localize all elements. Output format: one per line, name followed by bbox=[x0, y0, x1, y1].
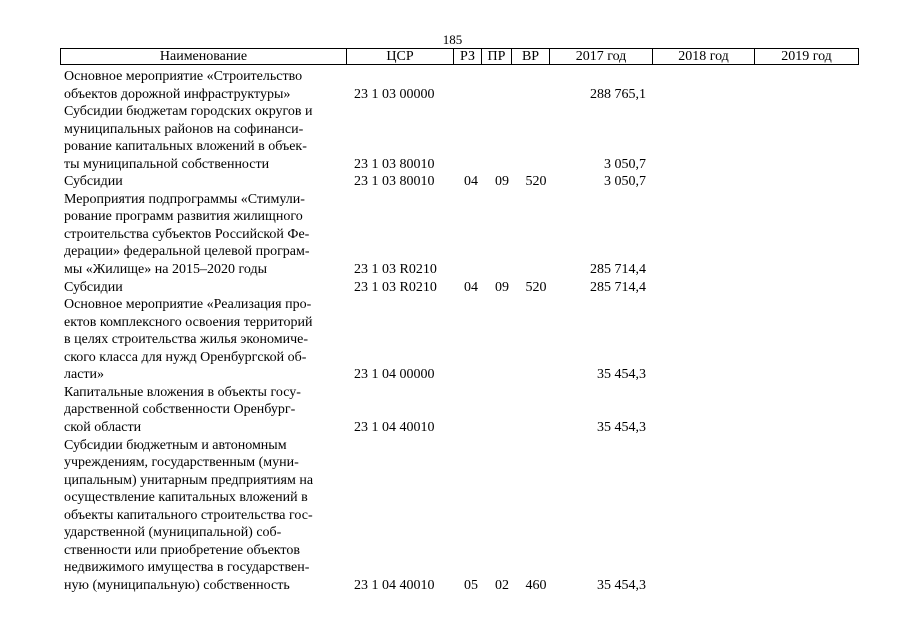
row-name bbox=[64, 384, 344, 437]
row-2017: 35 454,3 bbox=[597, 367, 646, 383]
row-name-line: ского класса для нужд Оренбургской об- bbox=[64, 349, 307, 365]
row-name-line: ципальным) унитарным предприятиям на bbox=[64, 472, 314, 488]
row-name-line: мы «Жилище» на 2015–2020 годы bbox=[64, 262, 267, 278]
row-pr: 09 bbox=[495, 279, 509, 295]
row-name-line: ную (муниципальную) собственность bbox=[64, 577, 290, 593]
row-name-line: рование капитальных вложений в объек- bbox=[64, 139, 307, 155]
row-rz: 04 bbox=[464, 174, 478, 190]
row-name bbox=[64, 296, 344, 384]
table-row bbox=[0, 296, 905, 384]
row-name-line: Субсидии бюджетным и автономным bbox=[64, 437, 287, 453]
row-name-line: Мероприятия подпрограммы «Стимули- bbox=[64, 191, 305, 207]
header-2017: 2017 год bbox=[549, 49, 652, 64]
header-pr: ПР bbox=[481, 49, 511, 64]
table-row bbox=[0, 384, 905, 437]
row-2017: 288 765,1 bbox=[590, 86, 646, 102]
row-name-line: осуществление капитальных вложений в bbox=[64, 490, 308, 506]
table-row bbox=[0, 437, 905, 595]
header-vr: ВР bbox=[511, 49, 549, 64]
header-2019: 2019 год bbox=[754, 49, 858, 64]
row-name-line: Основное мероприятие «Реализация про- bbox=[64, 297, 312, 313]
table-row bbox=[0, 191, 905, 279]
page-number: 185 bbox=[442, 32, 463, 47]
table-header bbox=[60, 48, 859, 65]
row-rz: 04 bbox=[464, 279, 478, 295]
row-2017: 285 714,4 bbox=[590, 279, 646, 295]
row-name bbox=[64, 68, 344, 103]
row-2017: 3 050,7 bbox=[604, 174, 646, 190]
row-name-line: учреждениям, государственным (муни- bbox=[64, 455, 299, 471]
row-name-line: ской области bbox=[64, 419, 142, 435]
table-row bbox=[0, 68, 905, 103]
row-pr: 02 bbox=[495, 577, 509, 593]
row-2017: 285 714,4 bbox=[590, 262, 646, 278]
row-name-line: дарственной собственности Оренбург- bbox=[64, 402, 296, 418]
header-rz: РЗ bbox=[453, 49, 481, 64]
row-name-line: муниципальных районов на софинанси- bbox=[64, 121, 304, 137]
row-name-line: дерации» федеральной целевой програм- bbox=[64, 244, 310, 260]
row-name-line: строительства субъектов Российской Фе- bbox=[64, 226, 310, 242]
row-name-line: ласти» bbox=[64, 367, 105, 383]
header-name: Наименование bbox=[159, 49, 248, 64]
row-name bbox=[64, 437, 344, 595]
row-name-line: недвижимого имущества в государствен- bbox=[64, 560, 310, 576]
table-row bbox=[0, 173, 905, 191]
row-csr: 23 1 03 80010 bbox=[354, 174, 435, 190]
row-name-line: объектов дорожной инфраструктуры» bbox=[64, 86, 291, 102]
row-name-line: ектов комплексного освоения территорий bbox=[64, 314, 313, 330]
row-vr: 460 bbox=[525, 577, 547, 593]
row-name bbox=[64, 191, 344, 279]
row-name bbox=[64, 279, 344, 297]
row-csr: 23 1 03 00000 bbox=[354, 86, 435, 102]
row-name bbox=[64, 173, 344, 191]
row-csr: 23 1 03 R0210 bbox=[354, 262, 437, 278]
row-name-line: Капитальные вложения в объекты госу- bbox=[64, 384, 301, 400]
row-name-line: Субсидии bbox=[64, 279, 123, 295]
row-name-line: объекты капитального строительства гос- bbox=[64, 507, 313, 523]
row-csr: 23 1 03 80010 bbox=[354, 156, 435, 172]
row-2017: 35 454,3 bbox=[597, 419, 646, 435]
row-vr: 520 bbox=[525, 174, 547, 190]
row-csr: 23 1 04 40010 bbox=[354, 577, 435, 593]
header-csr: ЦСР bbox=[346, 49, 453, 64]
table-row bbox=[0, 279, 905, 297]
row-name-line: Основное мероприятие «Строительство bbox=[64, 69, 303, 84]
row-name-line: ударственной (муниципальной) соб- bbox=[64, 525, 282, 541]
row-pr: 09 bbox=[495, 174, 509, 190]
row-name-line: в целях строительства жилья экономиче- bbox=[64, 332, 308, 348]
row-rz: 05 bbox=[464, 577, 478, 593]
row-name-line: Субсидии бюджетам городских округов и bbox=[64, 104, 313, 120]
row-2017: 35 454,3 bbox=[597, 577, 646, 593]
row-csr: 23 1 03 R0210 bbox=[354, 279, 437, 295]
row-csr: 23 1 04 00000 bbox=[354, 367, 435, 383]
table-row bbox=[0, 103, 905, 173]
row-2017: 3 050,7 bbox=[604, 156, 646, 172]
row-name-line: рование программ развития жилищного bbox=[64, 209, 303, 225]
row-name bbox=[64, 103, 344, 173]
row-csr: 23 1 04 40010 bbox=[354, 419, 435, 435]
row-name-line: ты муниципальной собственности bbox=[64, 156, 270, 172]
row-vr: 520 bbox=[525, 279, 547, 295]
row-name-line: ственности или приобретение объектов bbox=[64, 542, 300, 558]
row-name-line: Субсидии bbox=[64, 174, 123, 190]
header-2018: 2018 год bbox=[652, 49, 754, 64]
